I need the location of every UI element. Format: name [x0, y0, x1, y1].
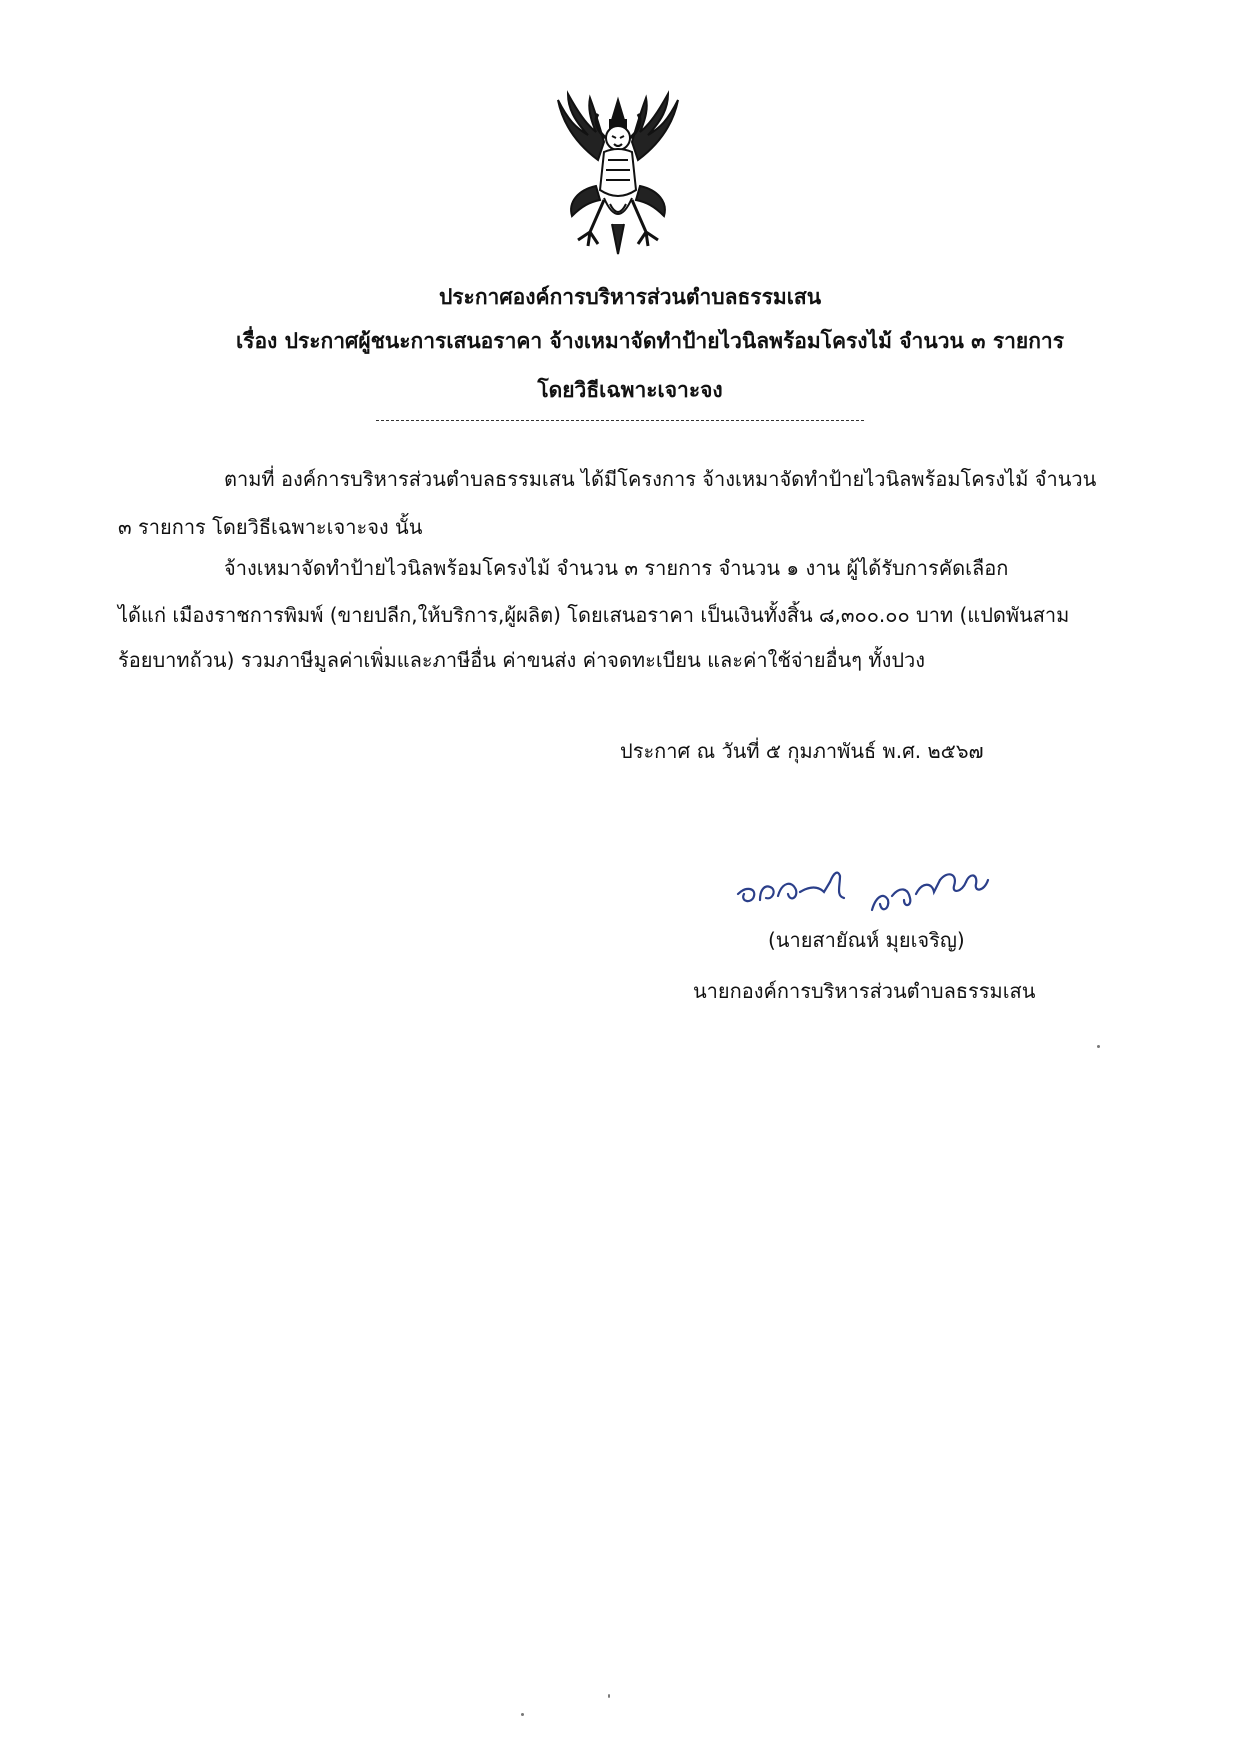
body-paragraph-2-line-3: ร้อยบาทถ้วน) รวมภาษีมูลค่าเพิ่มและภาษีอื่น ค่าขนส่ง ค่าจดทะเบียน และค่าใช้จ่ายอื่นๆ ทั้งปวง: [118, 648, 926, 672]
divider-line: [376, 420, 864, 421]
signatory-position: นายกองค์การบริหารส่วนตำบลธรรมเสน: [693, 979, 1036, 1003]
signatory-name: (นายสายัณห์ มุยเจริญ): [768, 928, 965, 952]
body-paragraph-2-line-1: จ้างเหมาจัดทำป้ายไวนิลพร้อมโครงไม้ จำนวน ๓ รายการ จำนวน ๑ งาน ผู้ได้รับการคัดเลือก: [224, 556, 1009, 580]
scan-speck: [521, 1713, 524, 1716]
announcement-subject: เรื่อง ประกาศผู้ชนะการเสนอราคา จ้างเหมาจัดทำป้ายไวนิลพร้อมโครงไม้ จำนวน ๓ รายการ: [235, 329, 1064, 353]
garuda-emblem-icon: [538, 90, 698, 258]
body-paragraph-2-line-2: ได้แก่ เมืองราชการพิมพ์ (ขายปลีก,ให้บริการ,ผู้ผลิต) โดยเสนอราคา เป็นเงินทั้งสิ้น ๘,๓๐๐.๐๐ บาท (แปดพันสาม: [118, 603, 1070, 627]
announcement-title: ประกาศองค์การบริหารส่วนตำบลธรรมเสน: [438, 285, 822, 309]
body-paragraph-1-line-2: ๓ รายการ โดยวิธีเฉพาะเจาะจง นั้น: [118, 515, 423, 539]
scan-speck: [1097, 1045, 1100, 1048]
announcement-date: ประกาศ ณ วันที่ ๕ กุมภาพันธ์ พ.ศ. ๒๕๖๗: [620, 739, 984, 763]
announcement-method: โดยวิธีเฉพาะเจาะจง: [537, 378, 723, 402]
scan-speck: [608, 1694, 610, 1698]
handwritten-signature: [726, 852, 1026, 922]
body-paragraph-1-line-1: ตามที่ องค์การบริหารส่วนตำบลธรรมเสน ได้มีโครงการ จ้างเหมาจัดทำป้ายไวนิลพร้อมโครงไม้ จำนวน: [224, 467, 1097, 491]
